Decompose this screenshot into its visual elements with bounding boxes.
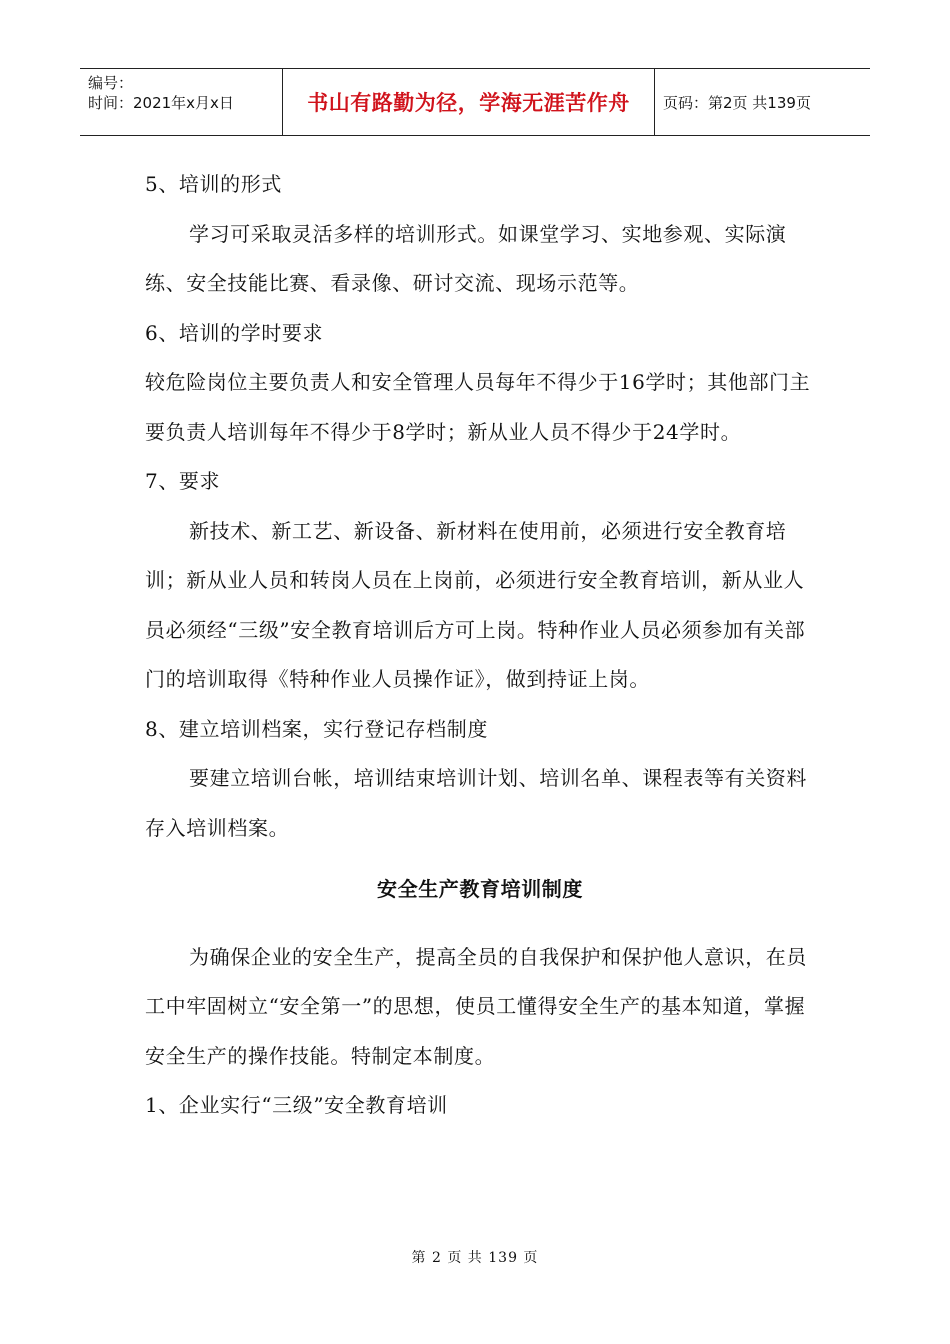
header-meta-cell bbox=[80, 69, 283, 135]
document-number-label: 编号： bbox=[88, 74, 134, 92]
heading-training-archive: 8、建立培训档案，实行登记存档制度 bbox=[145, 716, 488, 741]
page-header bbox=[80, 68, 870, 136]
heading-three-level-training: 1、企业实行“三级”安全教育培训 bbox=[145, 1093, 448, 1117]
paragraph-training-archive: 要建立培训台帐，培训结束培训计划、培训名单、课程表等有关资料存入培训档案。 bbox=[145, 766, 807, 840]
paragraph-training-form: 学习可采取灵活多样的培训形式。如课堂学习、实地参观、实际演练、安全技能比赛、看录像、研讨交流、现场示范等。 bbox=[145, 221, 787, 295]
section-title: 安全生产教育培训制度 bbox=[377, 877, 583, 901]
heading-training-form: 5、培训的形式 bbox=[145, 172, 282, 196]
heading-requirements: 7、要求 bbox=[145, 469, 221, 493]
paragraph-requirements: 新技术、新工艺、新设备、新材料在使用前，必须进行安全教育培训；新从业人员和转岗人员在上岗前，必须进行安全教育培训，新从业人员必须经“三级”安全教育培训后方可上岗。特种作业人员必须参加有关部门的培训取得《特种作业人员操作证》，做到持证上岗。 bbox=[145, 518, 806, 691]
paragraph-training-hours: 较危险岗位主要负责人和安全管理人员每年不得少于16学时；其他部门主要负责人培训每年不得少于8学时；新从业人员不得少于24学时。 bbox=[145, 370, 811, 444]
page-footer: 第 2 页 共 139 页 bbox=[411, 1250, 539, 1266]
header-page-info: 页码：第2页 共139页 bbox=[663, 93, 811, 112]
heading-training-hours: 6、培训的学时要求 bbox=[145, 320, 324, 345]
document-body bbox=[145, 160, 815, 1131]
paragraph-section-intro: 为确保企业的安全生产，提高全员的自我保护和保护他人意识，在员工中牢固树立“安全第一”的思想，使员工懂得安全生产的基本知道，掌握安全生产的操作技能。特制定本制度。 bbox=[145, 944, 807, 1068]
header-motto: 书山有路勤为径，学海无涯苦作舟 bbox=[283, 69, 655, 135]
document-date-label: 时间：2021年x月x日 bbox=[88, 94, 234, 112]
